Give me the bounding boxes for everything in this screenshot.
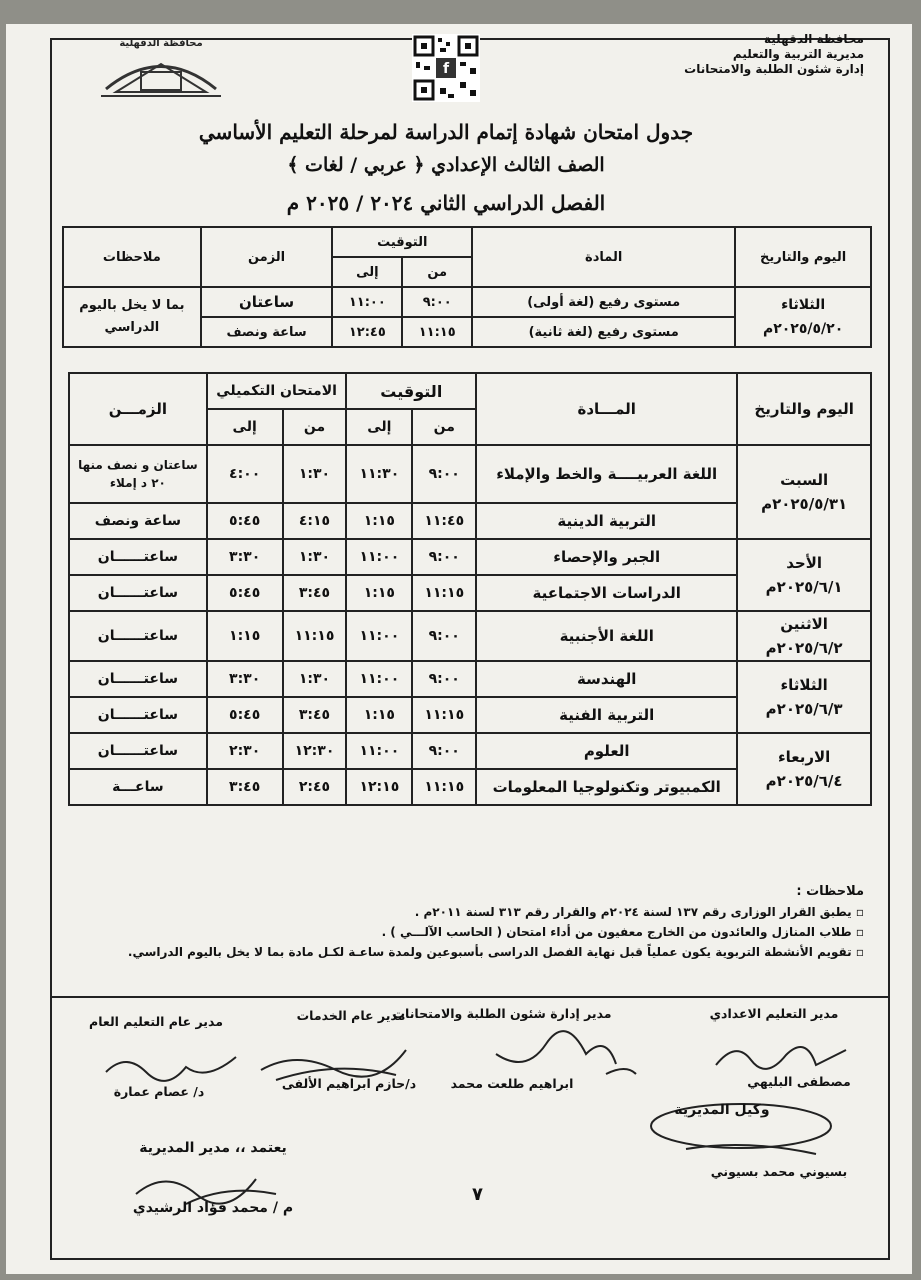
header-day-date: اليوم والتاريخ <box>737 373 871 445</box>
svg-text:f: f <box>442 61 450 77</box>
header-timing: التوقيت <box>346 373 476 409</box>
notes-heading: ملاحظات : <box>796 884 864 899</box>
duration-cell: ساعتــــــان <box>69 611 207 661</box>
supp-to-cell: ٣:٣٠ <box>207 661 283 697</box>
header-supp-to: إلى <box>207 409 283 445</box>
supp-from-cell: ١:٣٠ <box>283 539 347 575</box>
to-cell: ١:١٥ <box>346 697 412 733</box>
affairs-director-title: مدير إدارة شئون الطلبة والامتحانات <box>392 1006 612 1021</box>
to-cell: ١١:٣٠ <box>346 445 412 503</box>
from-cell: ٩:٠٠ <box>412 733 476 769</box>
day-cell <box>737 661 871 733</box>
day-cell <box>737 539 871 611</box>
day-name: الثلاثاء <box>780 676 828 694</box>
notes-cell: بما لا يخل باليوم الدراسي <box>63 287 201 347</box>
note-item: ▫ طلاب المنازل والعائدون من الخارج معفيون من أداء امتحان ( الحاسب الآلـــي ) . <box>104 922 864 942</box>
header-to: إلى <box>332 257 402 287</box>
from-cell: ٩:٠٠ <box>412 611 476 661</box>
table-row <box>69 445 871 503</box>
note-item: ▫ تقويم الأنشطة التربوية يكون عملياً قبل نهاية الفصل الدراسى بأسبوعين ولمدة ساعـة لكـل مادة بما لا يخل باليوم الدراسي. <box>104 942 864 962</box>
supp-from-cell: ٣:٤٥ <box>283 575 347 611</box>
to-cell: ١١:٠٠ <box>346 661 412 697</box>
header-duration: الزمـــن <box>69 373 207 445</box>
to-cell: ١٢:٤٥ <box>332 317 402 347</box>
table-row <box>69 539 871 575</box>
supp-to-cell: ٤:٠٠ <box>207 445 283 503</box>
subject-cell: مستوى رفيع (لغة ثانية) <box>472 317 735 347</box>
governorate-line: محافظة الدقهلية <box>764 32 864 46</box>
day-date: ٢٠٢٥/٦/١م <box>765 578 843 596</box>
to-cell: ١١:٠٠ <box>346 733 412 769</box>
from-cell: ٩:٠٠ <box>402 287 472 317</box>
header-to: إلى <box>346 409 412 445</box>
header-supp-from: من <box>283 409 347 445</box>
supp-to-cell: ٢:٣٠ <box>207 733 283 769</box>
table-row <box>69 733 871 769</box>
department-line: إدارة شئون الطلبة والامتحانات <box>684 62 864 76</box>
from-cell: ١١:١٥ <box>412 575 476 611</box>
duration-cell: ساعتان و نصف منها ٢٠ د إملاء <box>69 445 207 503</box>
table-row <box>69 661 871 697</box>
duration-cell: ساعتــــــان <box>69 733 207 769</box>
services-director-title: مدير عام الخدمات <box>296 1008 406 1023</box>
document-title: جدول امتحان شهادة إتمام الدراسة لمرحلة التعليم الأساسي <box>198 120 694 144</box>
document-sheet <box>6 24 912 1274</box>
day-cell <box>737 445 871 539</box>
day-date: ٢٠٢٥/٦/٤م <box>765 772 843 790</box>
supp-to-cell: ٣:٣٠ <box>207 539 283 575</box>
affairs-director-signature <box>486 1024 646 1084</box>
header-duration: الزمن <box>201 227 333 287</box>
subject-cell: اللغة الأجنبية <box>476 611 737 661</box>
day-cell <box>737 733 871 805</box>
day-date: ٢٠٢٥/٦/٢م <box>765 639 843 657</box>
issuer-block <box>664 32 864 77</box>
subject-cell: الهندسة <box>476 661 737 697</box>
approval-title: يعتمد ،، مدير المديرية <box>139 1140 287 1156</box>
subject-cell: مستوى رفيع (لغة أولى) <box>472 287 735 317</box>
table-row <box>63 287 871 317</box>
logo-text: محافظة الدقهلية <box>119 38 203 49</box>
subject-cell: الكمبيوتر وتكنولوجيا المعلومات <box>476 769 737 805</box>
day-date: ٢٠٢٥/٥/٢٠م <box>762 321 844 337</box>
duration-cell: ساعتــــــان <box>69 575 207 611</box>
supp-from-cell: ١١:١٥ <box>283 611 347 661</box>
general-director-name: د/ عصام عمارة <box>113 1084 205 1099</box>
directorate-line: مديرية التربية والتعليم <box>732 47 864 61</box>
page-number: ٧ <box>472 1184 483 1205</box>
semester-title: الفصل الدراسي الثاني ٢٠٢٤ / ٢٠٢٥ م <box>286 191 606 215</box>
supp-to-cell: ١:١٥ <box>207 611 283 661</box>
header-subject: المادة <box>472 227 735 287</box>
duration-cell: ساعتــــــان <box>69 539 207 575</box>
supp-from-cell: ١:٣٠ <box>283 445 347 503</box>
supp-to-cell: ٥:٤٥ <box>207 575 283 611</box>
grade-title: الصف الثالث الإعدادي ﴿ عربي / لغات ﴾ <box>287 154 605 176</box>
supp-to-cell: ٥:٤٥ <box>207 503 283 539</box>
day-name: الأحد <box>786 554 823 572</box>
supp-from-cell: ١:٣٠ <box>283 661 347 697</box>
day-name: الاثنين <box>780 615 828 633</box>
to-cell: ١٢:١٥ <box>346 769 412 805</box>
header-from: من <box>412 409 476 445</box>
supp-from-cell: ٣:٤٥ <box>283 697 347 733</box>
subject-cell: الجبر والإحصاء <box>476 539 737 575</box>
supp-from-cell: ١٢:٣٠ <box>283 733 347 769</box>
from-cell: ٩:٠٠ <box>412 539 476 575</box>
services-director-name: د/حازم ابراهيم الألفى <box>281 1076 417 1091</box>
duration-cell: ساعة ونصف <box>201 317 333 347</box>
from-cell: ٩:٠٠ <box>412 661 476 697</box>
subject-cell: الدراسات الاجتماعية <box>476 575 737 611</box>
deputy-name: بسيوني محمد بسيوني <box>710 1164 848 1179</box>
qr-code-icon <box>412 34 480 102</box>
prep-director-title: مدير التعليم الاعدادي <box>709 1006 839 1021</box>
divider <box>52 996 888 998</box>
governorate-logo <box>86 34 236 104</box>
table-row <box>69 611 871 661</box>
approval-name: م / محمد فؤاد الرشيدي <box>132 1200 294 1216</box>
supp-from-cell: ٢:٤٥ <box>283 769 347 805</box>
from-cell: ١١:٤٥ <box>412 503 476 539</box>
duration-cell: ساعـــة <box>69 769 207 805</box>
supp-from-cell: ٤:١٥ <box>283 503 347 539</box>
day-cell <box>737 611 871 661</box>
day-name: السبت <box>780 471 829 489</box>
day-cell <box>735 287 871 347</box>
day-date: ٢٠٢٥/٦/٣م <box>765 700 843 718</box>
to-cell: ١١:٠٠ <box>332 287 402 317</box>
subject-cell: التربية الفنية <box>476 697 737 733</box>
header-subject: المـــادة <box>476 373 737 445</box>
note-item: ▫ يطبق القرار الوزارى رقم ١٣٧ لسنة ٢٠٢٤م والقرار رقم ٣١٣ لسنة ٢٠١١م . <box>104 902 864 922</box>
duration-cell: ساعتــــــان <box>69 697 207 733</box>
to-cell: ١١:٠٠ <box>346 611 412 661</box>
header-supplementary-exam: الامتحان التكميلي <box>207 373 347 409</box>
prep-director-signature <box>706 1030 856 1080</box>
subject-cell: التربية الدينية <box>476 503 737 539</box>
general-director-title: مدير عام التعليم العام <box>89 1014 223 1029</box>
prep-director-name: مصطفى البليهي <box>747 1074 851 1089</box>
to-cell: ١:١٥ <box>346 575 412 611</box>
supp-to-cell: ٣:٤٥ <box>207 769 283 805</box>
from-cell: ٩:٠٠ <box>412 445 476 503</box>
header-notes: ملاحظات <box>63 227 201 287</box>
day-name: الاربعاء <box>777 748 831 766</box>
affairs-director-name: ابراهيم طلعت محمد <box>450 1076 574 1091</box>
deputy-title: وكيل المديرية <box>674 1102 770 1118</box>
header-day-date: اليوم والتاريخ <box>735 227 871 287</box>
to-cell: ١١:٠٠ <box>346 539 412 575</box>
day-name: الثلاثاء <box>781 297 826 313</box>
from-cell: ١١:١٥ <box>402 317 472 347</box>
header-from: من <box>402 257 472 287</box>
subject-cell: اللغة العربيــــة والخط والإملاء <box>476 445 737 503</box>
from-cell: ١١:١٥ <box>412 769 476 805</box>
duration-cell: ساعة ونصف <box>69 503 207 539</box>
day-date: ٢٠٢٥/٥/٣١م <box>761 495 848 513</box>
subject-cell: العلوم <box>476 733 737 769</box>
header-timing: التوقيت <box>332 227 472 257</box>
duration-cell: ساعتــــــان <box>69 661 207 697</box>
from-cell: ١١:١٥ <box>412 697 476 733</box>
advanced-level-table <box>62 226 872 348</box>
to-cell: ١:١٥ <box>346 503 412 539</box>
exam-schedule-table <box>68 372 872 806</box>
duration-cell: ساعتان <box>201 287 333 317</box>
supp-to-cell: ٥:٤٥ <box>207 697 283 733</box>
notes-section <box>104 882 864 962</box>
